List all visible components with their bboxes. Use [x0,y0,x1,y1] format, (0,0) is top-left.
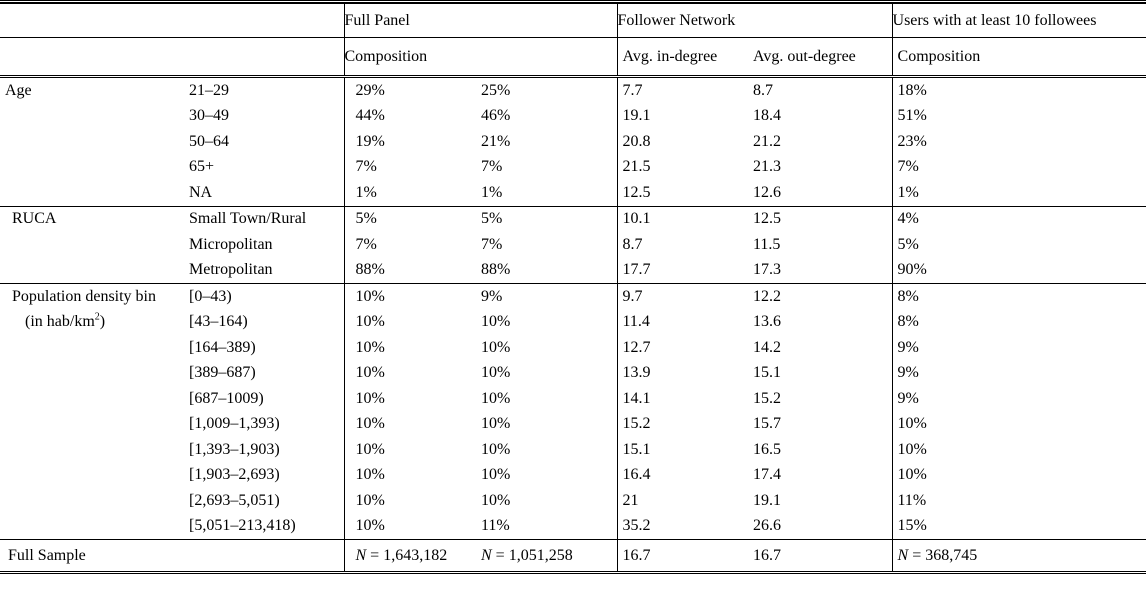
category-cell: [1,903–2,693) [189,466,280,484]
full-panel-composition-2: 10% [481,389,511,407]
category-cell: NA [189,180,344,206]
avg-in-degree: 35.2 [617,514,753,540]
category-cell: [43–164) [189,313,248,331]
full-panel-composition-1: 10% [344,463,481,489]
full-panel-composition-2: 88% [481,258,617,284]
avg-out-degree: 17.4 [753,466,781,484]
users10-composition: 18% [892,77,1146,104]
table-row [0,284,1146,310]
avg-in-degree: 10.1 [617,206,753,232]
avg-in-degree: 7.7 [617,77,753,104]
table-row [0,77,1146,104]
header-follower-network: Follower Network [617,4,892,38]
full-sample-label: Full Sample [0,540,344,573]
avg-in-degree: 14.1 [617,386,753,412]
avg-out-degree: 11.5 [753,235,781,253]
users10-composition: 10% [892,412,1146,438]
table-row [0,437,1146,463]
header-row-sub [0,38,1146,77]
avg-out-degree: 8.7 [753,81,773,99]
category-cell: 65+ [189,158,215,176]
users10-composition: 4% [892,206,1146,232]
full-panel-composition-2: 25% [481,81,511,99]
full-panel-composition-1: 1% [344,180,481,206]
full-panel-composition-2: 9% [481,287,503,305]
avg-in-degree: 19.1 [617,104,753,130]
demographics-table [0,3,1146,574]
avg-out-degree: 12.6 [753,180,892,206]
full-panel-composition-2: 10% [481,440,511,458]
full-panel-n-2: N = 1,051,258 [481,540,617,573]
header-composition: Composition [344,38,617,77]
full-panel-composition-2: 10% [481,415,511,433]
full-sample-avg-in: 16.7 [617,540,753,573]
users10-composition: 15% [892,514,1146,540]
header-blank [0,38,189,77]
avg-out-degree: 12.2 [753,287,781,305]
header-avg-out-degree: Avg. out-degree [753,38,892,77]
header-row-groups [0,4,1146,38]
full-panel-composition-1: 10% [344,284,481,310]
avg-in-degree: 17.7 [617,258,753,284]
full-panel-composition-1: 10% [344,412,481,438]
category-cell: [5,051–213,418) [189,517,296,535]
category-cell: 21–29 [189,81,229,99]
full-panel-composition-1: 10% [344,488,481,514]
group-label-ruca: RUCA [12,210,57,228]
group-label-density: Population density bin [12,287,156,305]
category-cell: Metropolitan [189,258,344,284]
table-row [0,155,1146,181]
avg-in-degree: 9.7 [617,284,753,310]
avg-in-degree: 8.7 [617,232,753,258]
avg-out-degree: 21.2 [753,132,781,150]
table-row [0,514,1146,540]
group-label-density-unit: (in hab/$km^2$) [25,311,106,331]
full-panel-n-1: N = 1,643,182 [344,540,481,573]
users10-composition: 51% [892,104,1146,130]
table-row [0,232,1146,258]
table-row [0,180,1146,206]
table-row [0,258,1146,284]
full-panel-composition-1: 19% [344,129,481,155]
users10-composition: 10% [892,437,1146,463]
avg-out-degree: 16.5 [753,440,781,458]
table-row [0,129,1146,155]
category-cell: [1,009–1,393) [189,415,280,433]
full-panel-composition-1: 10% [344,335,481,361]
header-full-panel: Full Panel [344,4,617,38]
avg-out-degree: 26.6 [753,517,781,535]
avg-in-degree: 12.7 [617,335,753,361]
avg-out-degree: 19.1 [753,491,781,509]
users10-composition: 90% [892,258,1146,284]
avg-in-degree: 12.5 [617,180,753,206]
header-blank [189,4,344,38]
users10-composition: 7% [892,155,1146,181]
full-panel-composition-2: 10% [481,338,511,356]
category-cell: [1,393–1,903) [189,440,280,458]
avg-out-degree: 15.1 [753,364,781,382]
category-cell: Micropolitan [189,235,273,253]
category-cell: [389–687) [189,364,256,382]
group-label-age: Age [5,81,32,99]
category-cell: 50–64 [189,132,229,150]
full-panel-composition-2: 10% [481,313,511,331]
table-row [0,386,1146,412]
category-cell: [0–43) [189,287,232,305]
users10-composition: 11% [892,488,1146,514]
users10-composition: 5% [892,232,1146,258]
avg-out-degree: 17.3 [753,258,892,284]
category-cell: 30–49 [189,107,229,125]
users10-composition: 9% [892,335,1146,361]
full-sample-avg-out: 16.7 [753,540,892,573]
avg-in-degree: 21.5 [617,155,753,181]
density-group [0,284,1146,540]
table-row [0,412,1146,438]
age-group [0,77,1146,207]
full-panel-composition-2: 10% [481,466,511,484]
header-blank [0,4,189,38]
full-panel-composition-2: 5% [481,210,503,228]
header-composition-users10: Composition [892,38,1146,77]
header-users-10-followees: Users with at least 10 followees [892,4,1146,38]
full-panel-composition-1: 29% [344,77,481,104]
full-panel-composition-2: 10% [481,491,511,509]
users10-composition: 23% [892,129,1146,155]
full-panel-composition-1: 10% [344,514,481,540]
avg-out-degree: 18.4 [753,107,781,125]
full-panel-composition-1: 7% [344,232,481,258]
users10-composition: 9% [892,386,1146,412]
full-panel-composition-1: 10% [344,310,481,336]
full-sample-row [0,540,1146,573]
full-panel-composition-2: 7% [481,158,503,176]
avg-in-degree: 20.8 [617,129,753,155]
avg-in-degree: 15.1 [617,437,753,463]
full-panel-composition-1: 10% [344,386,481,412]
header-avg-in-degree: Avg. in-degree [617,38,753,77]
category-cell: [2,693–5,051) [189,491,280,509]
full-panel-composition-1: 10% [344,361,481,387]
avg-in-degree: 16.4 [617,463,753,489]
table-row [0,463,1146,489]
avg-out-degree: 12.5 [753,210,781,228]
full-panel-composition-1: 7% [344,155,481,181]
users10-composition: 9% [892,361,1146,387]
full-panel-composition-2: 21% [481,132,511,150]
full-panel-composition-1: 10% [344,437,481,463]
category-cell: Small Town/Rural [189,210,307,228]
avg-out-degree: 15.2 [753,389,781,407]
full-panel-composition-2: 11% [481,517,510,535]
full-panel-composition-2: 10% [481,364,511,382]
table-row [0,206,1146,232]
full-panel-composition-1: 88% [344,258,481,284]
avg-out-degree: 14.2 [753,338,781,356]
avg-in-degree: 15.2 [617,412,753,438]
full-panel-composition-2: 1% [481,180,617,206]
full-panel-composition-1: 44% [344,104,481,130]
users10-composition: 8% [892,310,1146,336]
users10-composition: 1% [892,180,1146,206]
full-panel-composition-1: 5% [344,206,481,232]
users10-n: N = 368,745 [892,540,1146,573]
table-row [0,310,1146,336]
avg-out-degree: 13.6 [753,313,781,331]
table-row [0,488,1146,514]
ruca-group [0,206,1146,284]
avg-in-degree: 13.9 [617,361,753,387]
avg-in-degree: 21 [617,488,753,514]
full-panel-composition-2: 7% [481,235,503,253]
users10-composition: 10% [892,463,1146,489]
category-cell: [164–389) [189,338,256,356]
avg-out-degree: 21.3 [753,158,781,176]
table-row [0,104,1146,130]
avg-in-degree: 11.4 [617,310,753,336]
category-cell: [687–1009) [189,389,264,407]
full-panel-composition-2: 46% [481,107,511,125]
table-row [0,335,1146,361]
table-row [0,361,1146,387]
header-blank [189,38,344,77]
users10-composition: 8% [892,284,1146,310]
avg-out-degree: 15.7 [753,415,781,433]
